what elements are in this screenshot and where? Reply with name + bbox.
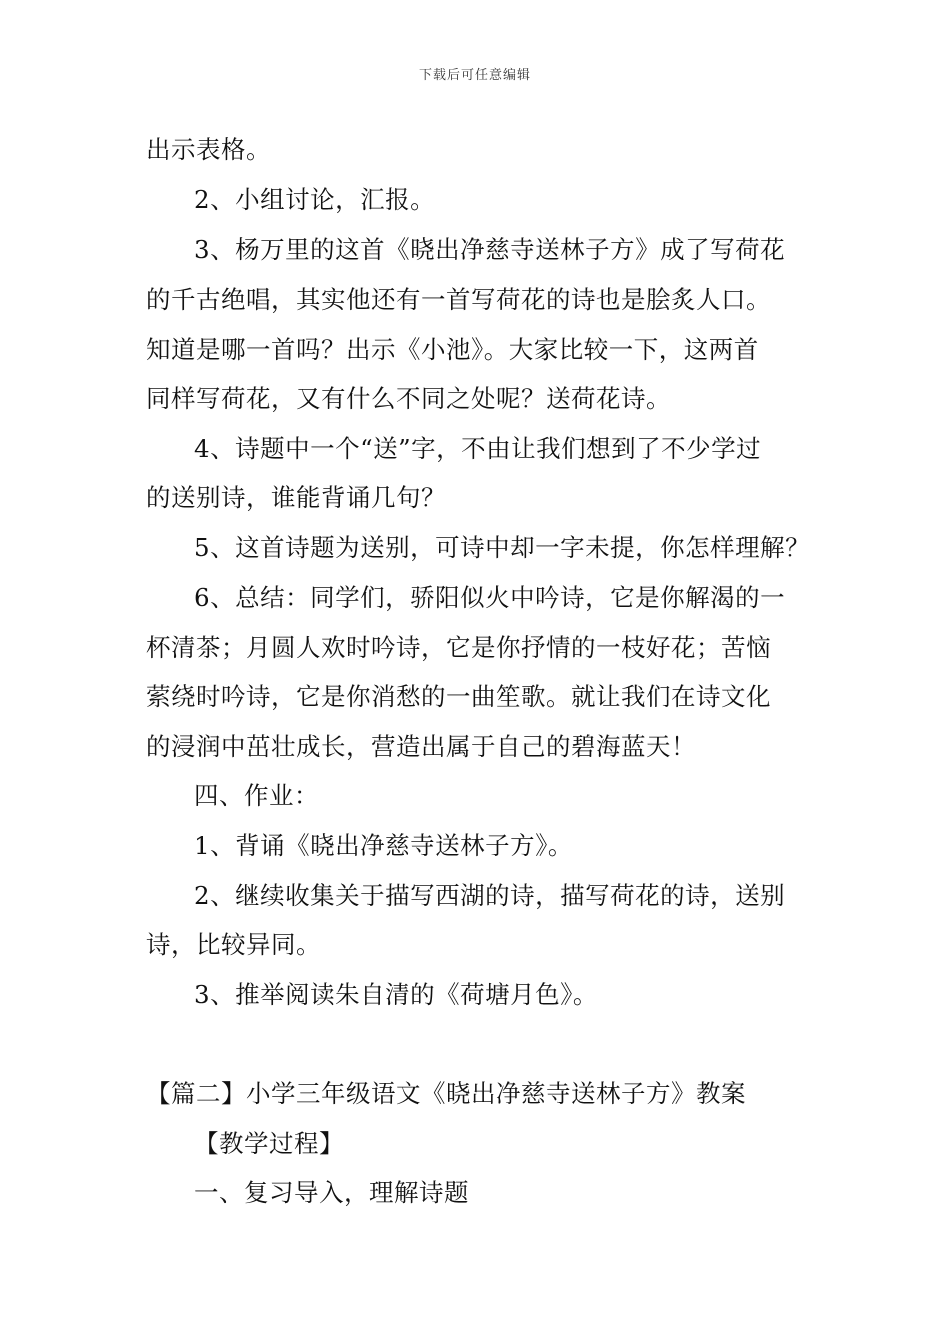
list-item-line: 1、背诵《晓出净慈寺送林子方》。 — [194, 831, 573, 860]
paragraph-line: 的浸润中茁壮成长，营造出属于自己的碧海蓝天！ — [146, 732, 696, 761]
paragraph-line: 同样写荷花，又有什么不同之处呢？送荷花诗。 — [146, 384, 671, 413]
section-heading: 一、复习导入，理解诗题 — [194, 1178, 469, 1207]
section-heading: 四、作业： — [194, 781, 319, 810]
list-item-line: 2、小组讨论，汇报。 — [194, 185, 436, 214]
list-item-line: 5、这首诗题为送别，可诗中却一字未提，你怎样理解？ — [194, 533, 811, 562]
paragraph-line: 萦绕时吟诗，它是你消愁的一曲笙歌。就让我们在诗文化 — [146, 682, 771, 711]
list-item-line: 4、诗题中一个“送”字，不由让我们想到了不少学过 — [194, 434, 762, 463]
paragraph-line: 出示表格。 — [146, 135, 271, 164]
subsection-heading: 【教学过程】 — [194, 1129, 344, 1158]
part-title: 【篇二】小学三年级语文《晓出净慈寺送林子方》教案 — [146, 1079, 746, 1108]
list-item-line: 6、总结：同学们，骄阳似火中吟诗，它是你解渴的一 — [194, 583, 786, 612]
list-item-line: 3、推举阅读朱自清的《荷塘月色》。 — [194, 980, 598, 1009]
list-item-line: 3、杨万里的这首《晓出净慈寺送林子方》成了写荷花 — [194, 235, 786, 264]
paragraph-line: 诗，比较异同。 — [146, 930, 321, 959]
paragraph-line: 知道是哪一首吗？出示《小池》。大家比较一下，这两首 — [146, 335, 759, 364]
list-item-line: 2、继续收集关于描写西湖的诗，描写荷花的诗，送别 — [194, 881, 786, 910]
paragraph-line: 的送别诗，谁能背诵几句？ — [146, 483, 446, 512]
page-header: 下载后可任意编辑 — [418, 68, 531, 83]
paragraph-line: 的千古绝唱，其实他还有一首写荷花的诗也是脍炙人口。 — [146, 285, 771, 314]
paragraph-line: 杯清茶；月圆人欢时吟诗，它是你抒情的一枝好花；苦恼 — [146, 633, 771, 662]
